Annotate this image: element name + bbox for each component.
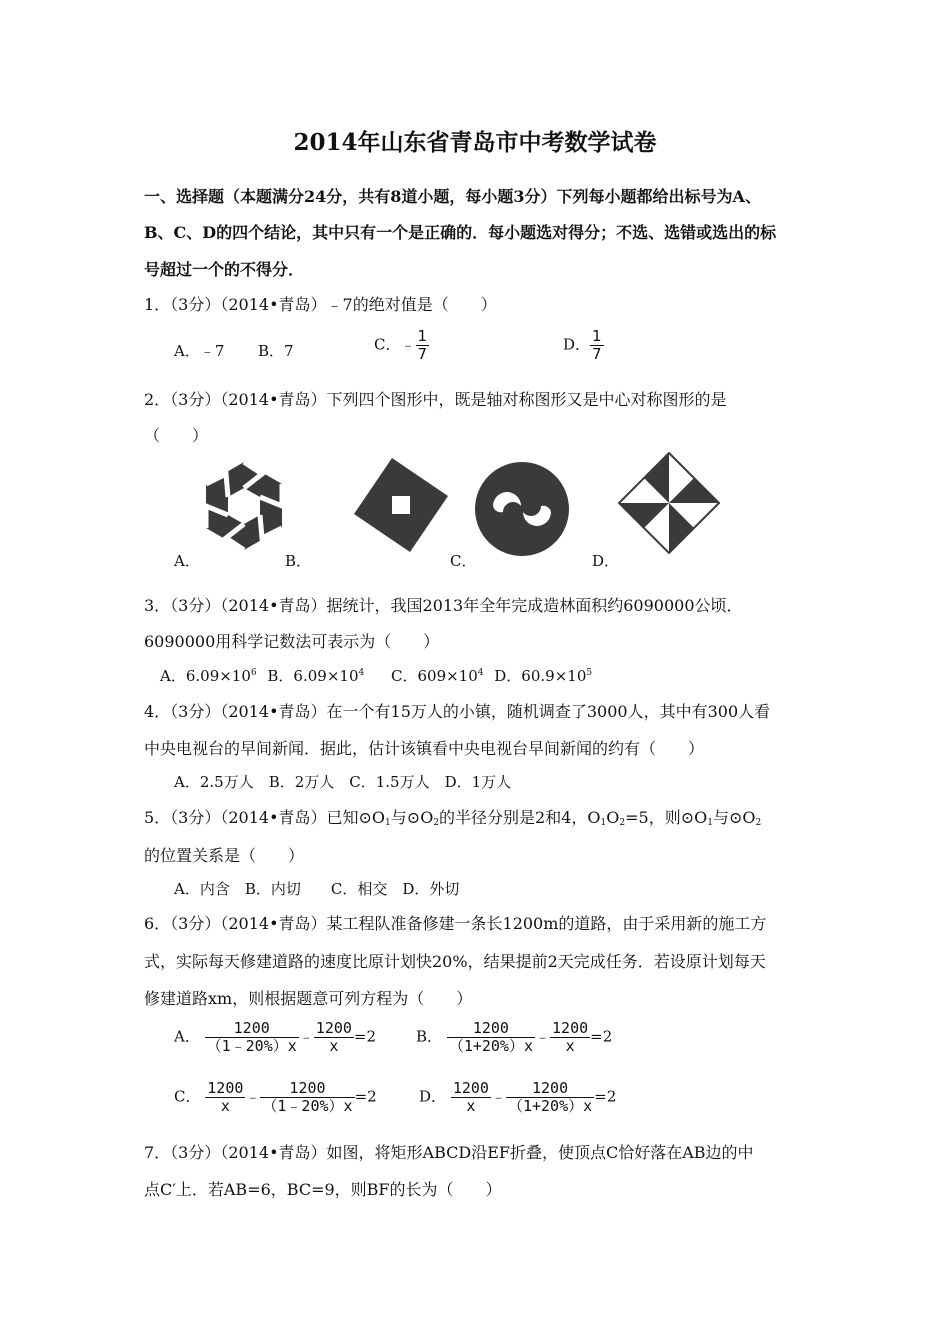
- minus-sign: ﹣: [490, 1087, 506, 1106]
- question-3-stem-line-1: 3．（3分）（2014•青岛）据统计，我国2013年全年完成造林面积约6090000公顷．: [144, 596, 743, 615]
- question-6-stem-line-2: 式，实际每天修建道路的速度比原计划快20%，结果提前2天完成任务．若设原计划每天: [144, 952, 766, 971]
- question-6-stem-line-1: 6．（3分）（2014•青岛）某工程队准备修建一条长1200m的道路，由于采用新的施工方: [144, 914, 767, 933]
- option-label: C．: [174, 1087, 201, 1106]
- fraction: [205, 1020, 299, 1055]
- fraction: [590, 328, 604, 363]
- question-3-stem-line-2: 6090000用科学记数法可表示为（ ）: [144, 632, 440, 651]
- numerator: 1200: [452, 1079, 489, 1097]
- question-5-stem-line-2: 的位置关系是（ ）: [144, 846, 305, 865]
- subscript: 2: [755, 818, 762, 828]
- question-2-option-a: A．: [174, 552, 200, 570]
- numerator: 1200: [315, 1019, 352, 1037]
- question-2-paren: （ ）: [144, 426, 209, 445]
- numerator: 1200: [447, 1020, 535, 1038]
- denominator: 7: [592, 345, 602, 363]
- minus-sign: ﹣: [400, 335, 416, 354]
- denominator: x: [329, 1037, 339, 1055]
- figure-a-hexagon-pinwheel-icon: [200, 458, 288, 554]
- question-6-option-c: [174, 1080, 377, 1115]
- question-2-stem: 2．（3分）（2014•青岛）下列四个图形中，既是轴对称图形又是中心对称图形的是: [144, 390, 727, 409]
- text: =5，则⊙O: [625, 808, 708, 827]
- section-intro-line-2: B、C、D的四个结论，其中只有一个是正确的．每小题选对得分；不选、选错或选出的标: [144, 223, 777, 242]
- option-text: B．6.09×10: [267, 667, 359, 685]
- question-4-options: A．2.5万人 B．2万人 C．1.5万人 D．1万人: [174, 773, 512, 791]
- text: 与⊙O: [712, 808, 756, 827]
- option-text: D．60.9×10: [494, 667, 587, 685]
- option-label: D．: [563, 335, 591, 354]
- question-1-option-d: [563, 328, 604, 363]
- numerator: 1200: [207, 1079, 244, 1097]
- denominator: （1+20%）x: [507, 1097, 593, 1115]
- subscript: 1: [385, 818, 391, 828]
- question-6-option-b: [416, 1020, 612, 1055]
- equals-two: =2: [590, 1027, 613, 1046]
- question-5-options: A．内含 B．内切 C．相交 D．外切: [174, 880, 460, 898]
- text: 的半径分别是2和4，O: [439, 808, 601, 827]
- denominator: x: [220, 1097, 230, 1115]
- numerator: 1200: [552, 1019, 589, 1037]
- numerator: 1: [592, 327, 602, 345]
- subscript: 2: [619, 818, 626, 828]
- fraction: [314, 1020, 354, 1055]
- denominator: x: [466, 1097, 476, 1115]
- option-text: C．609×10: [391, 667, 478, 685]
- denominator: （1﹣20%）x: [262, 1097, 353, 1115]
- denominator: （1﹣20%）x: [206, 1037, 297, 1055]
- exponent: 6: [250, 668, 257, 678]
- numerator: 1: [417, 327, 428, 345]
- question-3-option-c: [391, 667, 484, 685]
- exponent: 5: [586, 668, 593, 678]
- denominator: x: [565, 1037, 575, 1055]
- question-1-option-b: B．7: [258, 342, 294, 360]
- minus-sign: ﹣: [245, 1087, 261, 1106]
- minus-sign: ﹣: [535, 1027, 551, 1046]
- equals-two: =2: [354, 1087, 377, 1106]
- question-6-stem-line-3: 修建道路xm，则根据题意可列方程为（ ）: [144, 989, 473, 1008]
- text: O: [606, 808, 620, 827]
- fraction: [205, 1080, 245, 1115]
- numerator: 1200: [260, 1080, 354, 1098]
- page-title: 2014年山东省青岛市中考数学试卷: [293, 129, 657, 156]
- option-text: A．6.09×10: [160, 667, 251, 685]
- question-7-stem-line-1: 7．（3分）（2014•青岛）如图，将矩形ABCD沿EF折叠，使顶点C恰好落在AB边的中: [144, 1143, 754, 1162]
- subscript: 1: [707, 818, 713, 828]
- fraction: [260, 1080, 354, 1115]
- minus-sign: ﹣: [298, 1027, 314, 1046]
- section-intro-line-3: 号超过一个的不得分．: [144, 260, 305, 279]
- question-3-option-a: [160, 667, 257, 685]
- option-label: A．: [174, 1027, 200, 1046]
- figure-b-triangle-pinwheel-icon: [352, 456, 450, 554]
- question-3-option-d: [494, 667, 592, 685]
- question-5-stem-line-1: [144, 805, 761, 828]
- question-4-stem-line-2: 中央电视台的早间新闻．据此，估计该镇看中央电视台早间新闻的约有（ ）: [144, 739, 705, 758]
- option-label: B．: [416, 1027, 443, 1046]
- subscript: 2: [433, 818, 440, 828]
- subscript: 1: [600, 818, 607, 828]
- question-3-options: [160, 665, 592, 686]
- question-2-option-b: B．: [285, 552, 312, 570]
- text: 与⊙O: [390, 808, 434, 827]
- fraction: [550, 1020, 590, 1055]
- equals-two: =2: [353, 1027, 377, 1046]
- exponent: 4: [477, 668, 484, 678]
- question-4-stem-line-1: 4．（3分）（2014•青岛）在一个有15万人的小镇，随机调查了3000人，其中有300人看: [144, 702, 771, 721]
- numerator: 1200: [205, 1020, 299, 1038]
- question-6-option-d: [419, 1080, 616, 1115]
- figure-c-circle-commas-icon: [473, 460, 571, 558]
- fraction: [447, 1020, 535, 1055]
- option-label: D．: [419, 1087, 447, 1106]
- question-1-option-a: A．﹣7: [174, 342, 225, 360]
- numerator: 1200: [506, 1080, 594, 1098]
- question-6-option-a: [174, 1020, 376, 1055]
- equals-two: =2: [594, 1087, 617, 1106]
- figure-d-diamond-icon: [618, 452, 720, 554]
- denominator: 7: [417, 345, 428, 363]
- section-intro-line-1: 一、选择题（本题满分24分，共有8道小题，每小题3分）下列每小题都给出标号为A、: [144, 187, 761, 206]
- question-2-option-c: C．: [450, 552, 477, 570]
- fraction: [506, 1080, 594, 1115]
- fraction: [451, 1080, 491, 1115]
- exponent: 4: [358, 668, 365, 678]
- question-1-option-c: [374, 328, 429, 363]
- fraction: [416, 328, 430, 363]
- question-3-option-b: [267, 667, 364, 685]
- denominator: （1+20%）x: [448, 1037, 533, 1055]
- option-label: C．: [374, 335, 401, 354]
- question-7-stem-line-2: 点C′上．若AB=6，BC=9，则BF的长为（ ）: [144, 1180, 502, 1199]
- question-1-stem: 1．（3分）（2014•青岛）﹣7的绝对值是（ ）: [144, 295, 497, 314]
- text: 5．（3分）（2014•青岛）已知⊙O: [144, 808, 386, 827]
- question-2-option-d: D．: [592, 552, 620, 570]
